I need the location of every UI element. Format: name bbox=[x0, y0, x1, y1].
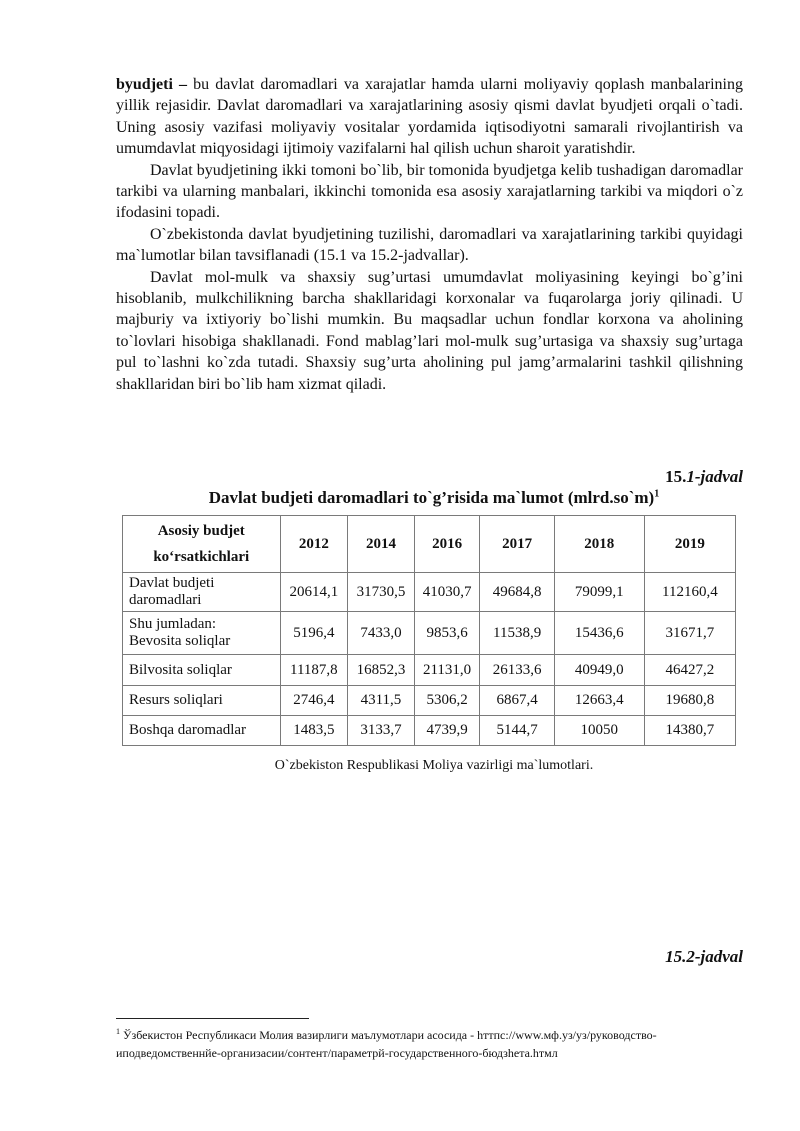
table-cell: 112160,4 bbox=[644, 573, 735, 612]
table-row bbox=[123, 716, 736, 746]
table-cell: 4739,9 bbox=[414, 716, 480, 746]
row-label: Boshqa daromadlar bbox=[123, 716, 281, 746]
table-cell: 46427,2 bbox=[644, 655, 735, 686]
row-label: Shu jumladan: Bevosita soliqlar bbox=[123, 612, 281, 655]
footnote-ref: 1 bbox=[654, 488, 660, 500]
table-cell: 41030,7 bbox=[414, 573, 480, 612]
table-cell: 20614,1 bbox=[280, 573, 348, 612]
row-label: Davlat budjeti daromadlari bbox=[123, 573, 281, 612]
table-cell: 16852,3 bbox=[348, 655, 415, 686]
paragraph-4: Davlat mol-mulk va shaxsiy sug’urtasi umumdavlat moliyasining keyingi bo`g’ini hisoblanib, mulkchilikning barcha shakllaridagi korxonalar va fuqarolarga joriy qilinadi. U majburiy va ixtiyoriy bo`lishi mumkin. Bu maqsadlar uchun fondlar korxona va aholining to`lovlari hisobiga shakllanadi. Fond mablag’lari mol-mulk sug’urtasiga va shaxsiy sug’urtaga pul to`lashni ko`zda tutadi. Shaxsiy sug’urta aholining pul jamg’armalarini tashkil qilishning shakllaridan biri bo`lib ham xizmat qiladi. bbox=[116, 268, 743, 393]
table-cell: 9853,6 bbox=[414, 612, 480, 655]
table-cell: 2746,4 bbox=[280, 686, 348, 716]
table-cell: 40949,0 bbox=[554, 655, 644, 686]
table-cell: 5196,4 bbox=[280, 612, 348, 655]
table-source-note: O`zbekiston Respublikasi Moliya vazirligi ma`lumotlari. bbox=[274, 758, 594, 773]
table-cell: 21131,0 bbox=[414, 655, 480, 686]
header-year: 2018 bbox=[554, 516, 644, 573]
footnote-mark: 1 bbox=[116, 1027, 120, 1036]
table-2-number: 15.2-jadval bbox=[665, 947, 743, 966]
table-header-row bbox=[123, 516, 736, 573]
header-year: 2012 bbox=[280, 516, 348, 573]
table-cell: 7433,0 bbox=[348, 612, 415, 655]
table-cell: 26133,6 bbox=[480, 655, 554, 686]
footnote bbox=[116, 1023, 746, 1062]
table-cell: 79099,1 bbox=[554, 573, 644, 612]
table-cell: 10050 bbox=[554, 716, 644, 746]
table-cell: 3133,7 bbox=[348, 716, 415, 746]
body-text bbox=[116, 74, 743, 395]
footnote-text: Ўзбекистон Республикаси Молия вазирлиги маълумотлари асосида - hттпс://www.мф.уз/уз/руководство-иподведомственнйе-организасии/сонтент/параметрй-государственного-бюдзhета.hтмл bbox=[116, 1028, 657, 1060]
table-cell: 11538,9 bbox=[480, 612, 554, 655]
table-cell: 31730,5 bbox=[348, 573, 415, 612]
table-row bbox=[123, 686, 736, 716]
term-bold: byudjeti – bbox=[116, 76, 188, 93]
table-1-number: 15.1-jadval bbox=[665, 467, 743, 486]
table-cell: 19680,8 bbox=[644, 686, 735, 716]
row-label: Resurs soliqlari bbox=[123, 686, 281, 716]
table-cell: 49684,8 bbox=[480, 573, 554, 612]
paragraph-1-text: bu davlat daromadlari va xarajatlar hamda ularni moliyaviy qoplash manbalarining yillik rejasidir. Davlat daromadlari va xarajatlarining asosiy qismi davlat byudjeti orqali o`tadi. Uning asosiy vazifasi moliyaviy vositalar yordamida iqtisodiyotni samarali rivojlantirish va umumdavlat miqyosidagi ijtimoiy vazifalarni hal qilish uchun sharoit yaratishdir. bbox=[116, 76, 743, 158]
footnote-divider bbox=[116, 1018, 309, 1019]
table-row bbox=[123, 612, 736, 655]
table-cell: 15436,6 bbox=[554, 612, 644, 655]
table-cell: 12663,4 bbox=[554, 686, 644, 716]
header-year: 2016 bbox=[414, 516, 480, 573]
row-label: Bilvosita soliqlar bbox=[123, 655, 281, 686]
table-1-title: Davlat budjeti daromadlari to`g’risida ma`lumot (mlrd.so`m)$^1$ bbox=[208, 488, 660, 507]
header-year: 2017 bbox=[480, 516, 554, 573]
header-indicator: Asosiy budjet ko‘rsatkichlari bbox=[123, 516, 281, 573]
table-row bbox=[123, 655, 736, 686]
budget-revenue-table bbox=[122, 515, 736, 746]
header-year: 2019 bbox=[644, 516, 735, 573]
header-year: 2014 bbox=[348, 516, 415, 573]
table-cell: 31671,7 bbox=[644, 612, 735, 655]
table-cell: 5144,7 bbox=[480, 716, 554, 746]
table-row bbox=[123, 573, 736, 612]
table-cell: 5306,2 bbox=[414, 686, 480, 716]
table-cell: 14380,7 bbox=[644, 716, 735, 746]
table-cell: 11187,8 bbox=[280, 655, 348, 686]
table-cell: 6867,4 bbox=[480, 686, 554, 716]
paragraph-3: O`zbekistonda davlat byudjetining tuzilishi, daromadlari va xarajatlarining tarkibi quyidagi ma`lumotlar bilan tavsiflanadi (15.1 va 15.2-jadvallar). bbox=[116, 225, 743, 265]
table-cell: 1483,5 bbox=[280, 716, 348, 746]
paragraph-2: Davlat byudjetining ikki tomoni bo`lib, bir tomonida byudjetga kelib tushadigan daromadlar tarkibi va ularning manbalari, ikkinchi tomonida esa asosiy xarajatlarning tarkibi va miqdori o`z ifodasini topadi. bbox=[116, 161, 743, 222]
table-cell: 4311,5 bbox=[348, 686, 415, 716]
paragraph-1 bbox=[116, 74, 743, 160]
